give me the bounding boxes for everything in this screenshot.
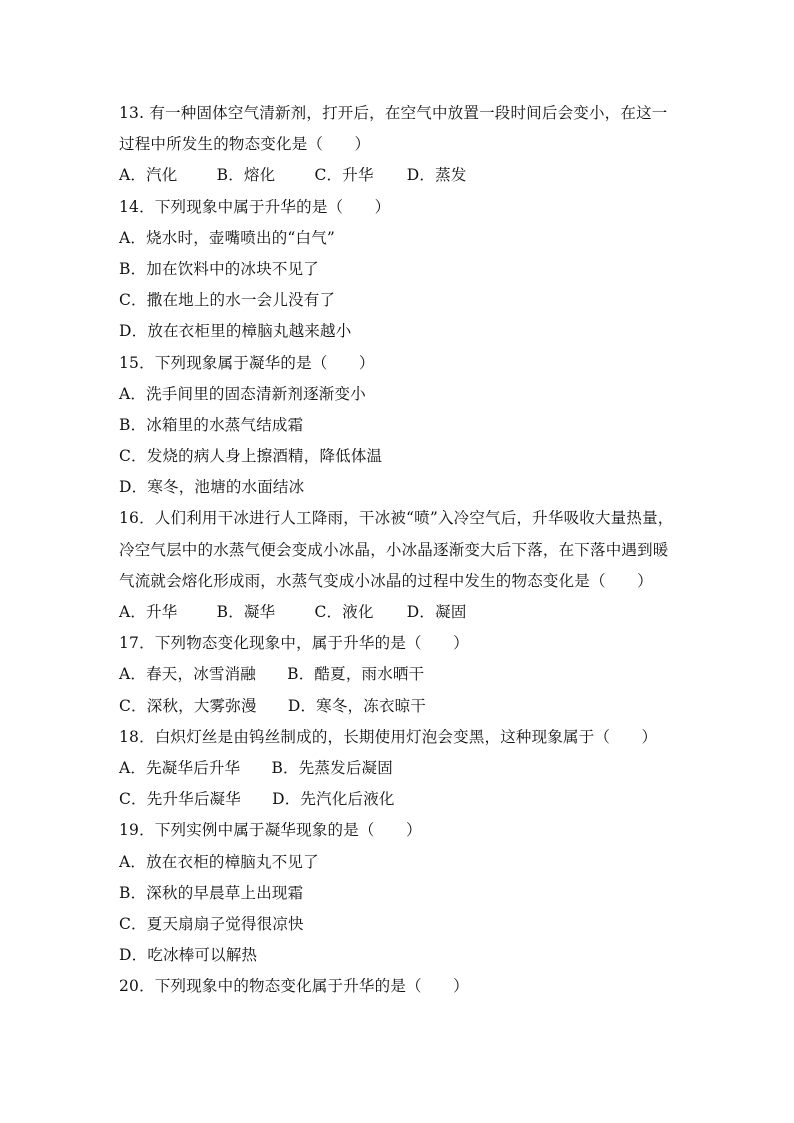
question-14-option-a: A．烧水时，壶嘴喷出的“白气” bbox=[119, 228, 336, 247]
question-18-options-row-1 bbox=[119, 753, 679, 784]
option-a: A．汽化 bbox=[119, 166, 178, 185]
question-14-option-c: C．撒在地上的水一会儿没有了 bbox=[119, 291, 336, 310]
question-17-options-row-1 bbox=[119, 659, 679, 690]
question-19-option-b: B．深秋的早晨草上出现霜 bbox=[119, 883, 304, 902]
question-16-options bbox=[119, 597, 679, 628]
question-20-stem: 20．下列现象中的物态变化属于升华的是（ ） bbox=[119, 977, 469, 996]
question-16-stem-line-3: 气流就会熔化形成雨，水蒸气变成小冰晶的过程中发生的物态变化是（ ） bbox=[119, 571, 653, 590]
question-16-stem-line-1: 16．人们利用干冰进行人工降雨，干冰被“喷”入冷空气后，升华吸收大量热量， bbox=[119, 509, 674, 528]
question-19-option-c: C．夏天扇扇子觉得很凉快 bbox=[119, 914, 304, 933]
question-13-stem-line-2: 过程中所发生的物态变化是（ ） bbox=[119, 135, 371, 154]
question-15-stem: 15．下列现象属于凝华的是（ ） bbox=[119, 353, 375, 372]
option-b: B．熔化 bbox=[216, 166, 276, 185]
question-14-option-d: D．放在衣柜里的樟脑丸越来越小 bbox=[119, 322, 352, 341]
option-d: D．寒冬，冻衣晾干 bbox=[287, 696, 427, 715]
question-15-option-b: B．冰箱里的水蒸气结成霜 bbox=[119, 415, 304, 434]
question-17-stem: 17．下列物态变化现象中，属于升华的是（ ） bbox=[119, 634, 469, 653]
option-b: B．先蒸发后凝固 bbox=[271, 758, 393, 777]
option-c: C．升华 bbox=[314, 166, 374, 185]
question-18-options-row-2 bbox=[119, 784, 679, 815]
question-15-option-a: A．洗手间里的固态清新剂逐渐变小 bbox=[119, 384, 366, 403]
option-d: D．先汽化后液化 bbox=[272, 790, 395, 809]
question-16-stem-line-2: 冷空气层中的水蒸气便会变成小冰晶，小冰晶逐渐变大后下落，在下落中遇到暖 bbox=[119, 540, 669, 559]
question-13-options bbox=[119, 160, 679, 191]
question-18-stem: 18．白炽灯丝是由钨丝制成的，长期使用灯泡会变黑，这种现象属于（ ） bbox=[119, 727, 658, 746]
option-a: A．先凝华后升华 bbox=[119, 758, 241, 777]
option-c: C．液化 bbox=[314, 603, 374, 621]
question-19-option-a: A．放在衣柜的樟脑丸不见了 bbox=[119, 852, 319, 871]
question-15-option-d: D．寒冬，池塘的水面结冰 bbox=[119, 478, 305, 497]
option-d: D．蒸发 bbox=[406, 166, 467, 185]
question-14-stem: 14．下列现象中属于升华的是（ ） bbox=[119, 197, 391, 216]
option-b: B．酷夏，雨水晒干 bbox=[287, 665, 425, 684]
question-17-options-row-2 bbox=[119, 691, 679, 722]
option-b: B．凝华 bbox=[216, 603, 276, 621]
question-15-option-c: C．发烧的病人身上擦酒精，降低体温 bbox=[119, 447, 383, 466]
option-c: C．深秋，大雾弥漫 bbox=[119, 696, 257, 715]
option-a: A．春天，冰雪消融 bbox=[119, 665, 256, 684]
option-d: D．凝固 bbox=[406, 603, 467, 621]
option-c: C．先升华后凝华 bbox=[119, 790, 241, 809]
option-a: A．升华 bbox=[119, 603, 178, 621]
question-13-stem-line-1: 13. 有一种固体空气清新剂，打开后，在空气中放置一段时间后会变小，在这一 bbox=[119, 104, 668, 122]
question-19-option-d: D．吃冰棒可以解热 bbox=[119, 946, 258, 965]
question-19-stem: 19．下列实例中属于凝华现象的是（ ） bbox=[119, 821, 422, 840]
question-list bbox=[119, 98, 679, 1002]
question-14-option-b: B．加在饮料中的冰块不见了 bbox=[119, 259, 319, 278]
